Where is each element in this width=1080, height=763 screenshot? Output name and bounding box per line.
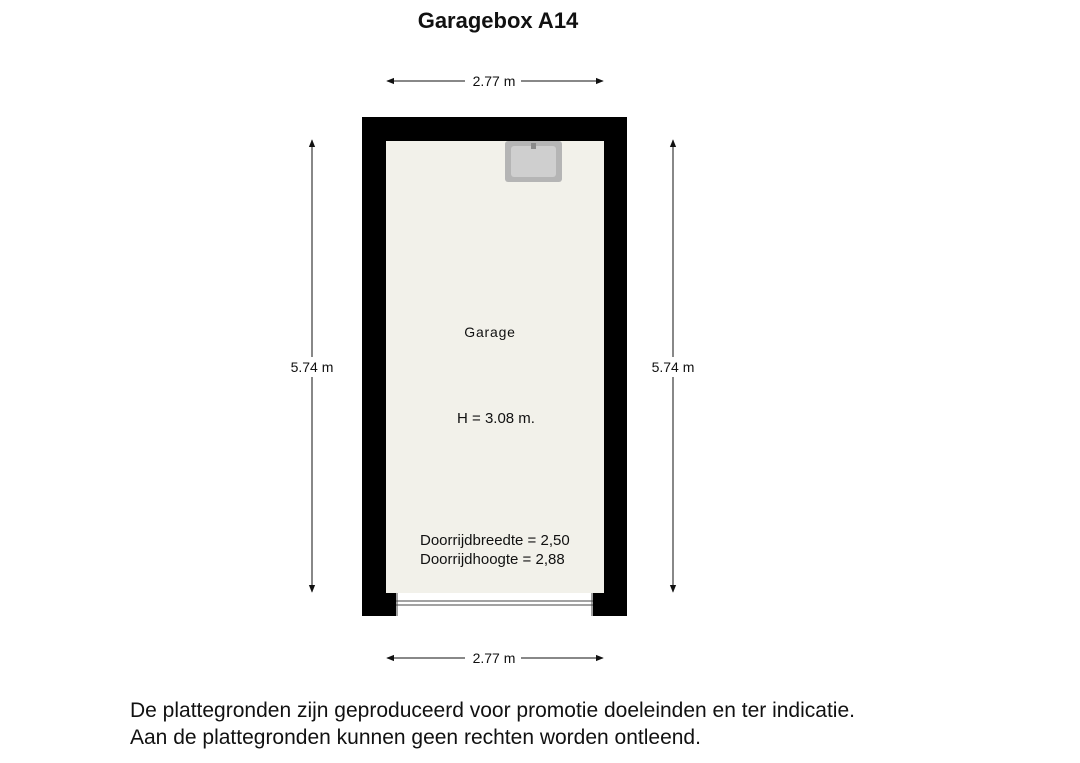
disclaimer-line-2: Aan de plattegronden kunnen geen rechten worden ontleend. [130,726,701,749]
dimension-right-label: 5.74 m [651,359,695,375]
dimension-left-label: 5.74 m [290,359,334,375]
dimension-top-label: 2.77 m [472,73,516,89]
garage-floor [386,141,604,593]
dimension-right-depth [652,140,695,592]
door-height-label: Doorrijdhoogte = 2,88 [420,551,565,568]
disclaimer-line-1: De plattegronden zijn geproduceerd voor promotie doeleinden en ter indicatie. [130,699,855,722]
dimension-left-depth [291,140,334,592]
dimension-bottom-label: 2.77 m [472,650,516,666]
dimension-bottom-width [387,650,603,666]
sink-icon [505,141,562,182]
room-height: H = 3.08 m. [457,410,535,427]
dimension-top-width [387,73,603,89]
room-name: Garage [464,324,516,340]
disclaimer [130,697,855,751]
page-title: Garagebox A14 [417,8,579,33]
door-width-label: Doorrijdbreedte = 2,50 [420,532,570,549]
